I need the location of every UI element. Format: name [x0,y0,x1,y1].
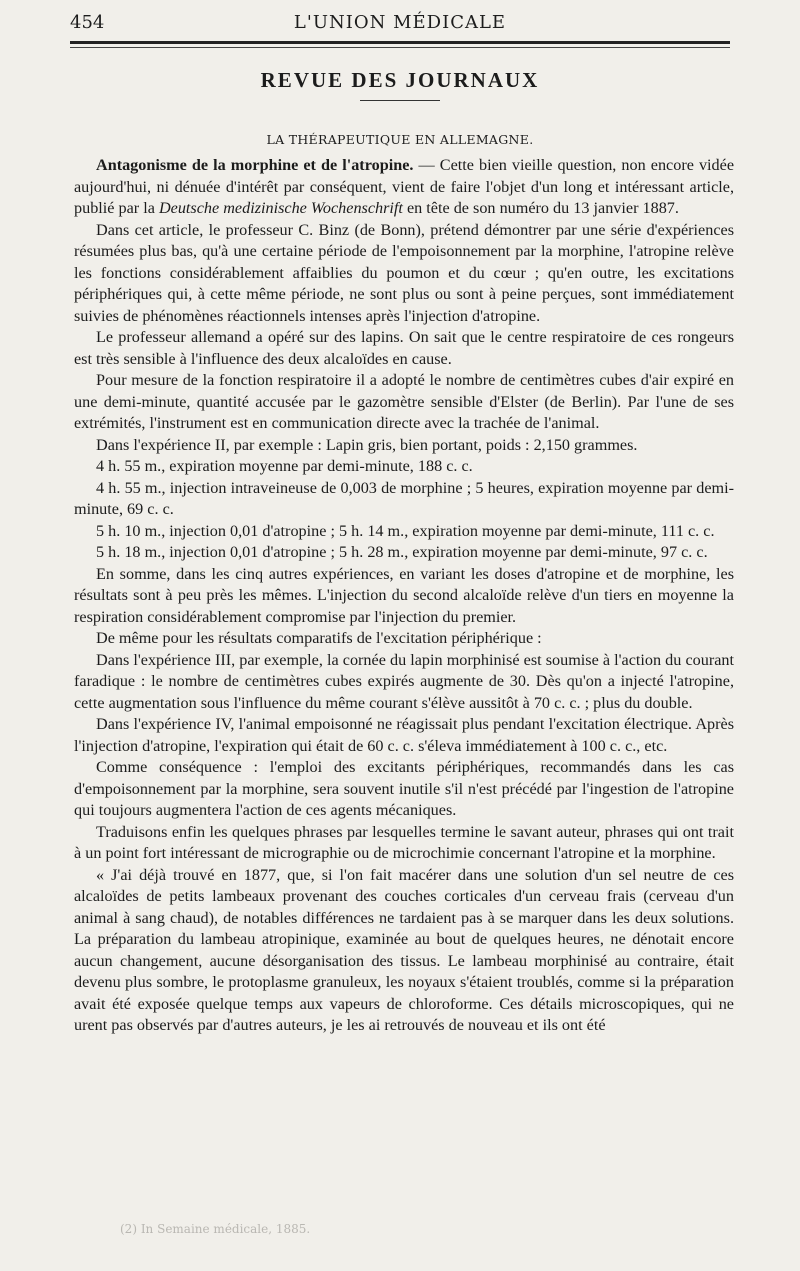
title-rule [360,100,440,101]
header-rule [70,41,730,44]
journal-name: Deutsche medizinische Wochenschrift [158,199,403,217]
paragraph: 5 h. 10 m., injection 0,01 d'atropine ; 5 h. 14 m., expiration moyenne par demi-minute, 111 c. c. [96,521,715,540]
lead-title: Antagonisme de la morphine et de l'atropine. [96,156,414,174]
subsection-title: LA THÉRAPEUTIQUE EN ALLEMAGNE. [266,132,534,147]
paragraph: 5 h. 18 m., injection 0,01 d'atropine ; 5 h. 28 m., expiration moyenne par demi-minute, 97 c. c. [96,543,708,561]
paragraph: Dans l'expérience II, par exemple : Lapin gris, bien portant, poids : 2,150 grammes. [96,435,638,454]
article-body [74,155,734,1037]
show-through-text: (2) In Semaine médicale, 1885. [120,1222,311,1236]
paragraph [74,155,734,220]
paragraph-text: en tête de son numéro du 13 janvier 1887. [402,199,679,217]
paragraph-text: Cette bien vieille question, non encore vidée aujourd'hui, ni dénuée d'intérêt par conséquent, vient de faire l'objet d'un long et intéressant article, publié par la [74,156,735,217]
page-number: 454 [70,12,105,33]
header-rule-thin [70,47,730,48]
paragraph: Dans cet article, le professeur C. Binz (de Bonn), prétend démontrer par une série d'expériences résumées plus bas, qu'à une certaine période de l'empoisonnement par la morphine, l'atropine relève les fonctions considérablement affaiblies du poumon et du cœur ; qu'en outre, les excitations périphériques qui, à cette même période, ne sont plus ou sont à peine perçues, sont immédiatement suivies de phénomènes réactionnels intenses après l'injection d'atropine. [74,220,734,325]
paragraph: De même pour les résultats comparatifs de l'excitation périphérique : [96,629,542,647]
paragraph: Dans l'expérience IV, l'animal empoisonné ne réagissait plus pendant l'excitation électrique. Après l'injection d'atropine, l'expiration qui était de 60 c. c. s'éleva immédiatement à 100 c. c., etc. [74,715,734,755]
paragraph: 4 h. 55 m., injection intraveineuse de 0,003 de morphine ; 5 heures, expiration moyenne par demi-minute, 69 c. c. [74,478,734,518]
paragraph: Le professeur allemand a opéré sur des lapins. On sait que le centre respiratoire de ces rongeurs est très sensible à l'influence des deux alcaloïdes en cause. [74,328,734,368]
paragraph: Dans l'expérience III, par exemple, la cornée du lapin morphinisé est soumise à l'action du courant faradique : le nombre de centimètres cubes expirés augmente de 30. Dès qu'on a injecté l'atropine, cette augmentation sous l'influence du même courant s'élève aussitôt à 70 c. c. ; plus du double. [74,650,734,712]
section-title: REVUE DES JOURNAUX [260,68,540,92]
page-header [70,10,730,40]
paragraph: « J'ai déjà trouvé en 1877, que, si l'on fait macérer dans une solution d'un sel neutre de ces alcaloïdes de petits lambeaux provenant des couches corticales d'un cerveau frais (cerveau d'un animal à sang chaud), de notables différences ne tardaient pas à se marquer dans les deux solutions. La préparation du lambeau atropinique, examinée au bout de quelques heures, ne dénotait encore aucun changement, aucune désorganisation des tissus. Le lambeau morphinisé au contraire, était devenu plus sombre, le protoplasme granuleux, les noyaux s'étaient troublés, comme si la préparation avait été exposée quelque temps aux vapeurs de chloroforme. Ces détails microscopiques, qui ne urent pas observés par d'autres auteurs, je les ai retrouvés de nouveau et ils ont été [74,865,734,1034]
paragraph: Pour mesure de la fonction respiratoire il a adopté le nombre de centimètres cubes d'air expiré en une demi-minute, quantité accusée par le gazomètre sensible d'Elster (de Berlin). Par l'une de ses extrémités, l'instrument est en communication directe avec la trachée de l'animal. [74,371,734,432]
running-head: L'UNION MÉDICALE [293,12,507,33]
paragraph: En somme, dans les cinq autres expériences, en variant les doses d'atropine et de morphine, les résultats sont à peu près les mêmes. L'injection du second alcaloïde relève d'un tiers en moyenne la respiration considérablement compromise par l'injection du premier. [74,564,734,626]
paragraph: 4 h. 55 m., expiration moyenne par demi-minute, 188 c. c. [96,457,473,475]
paragraph: Comme conséquence : l'emploi des excitants périphériques, recommandés dans les cas d'empoisonnement par la morphine, sera souvent inutile s'il n'est précédé par l'ingestion de l'atropine qui toujours augmentera l'action de ces agents mécaniques. [74,758,734,819]
paragraph: Traduisons enfin les quelques phrases par lesquelles termine le savant auteur, phrases qui ont trait à un point fort intéressant de micrographie ou de microchimie concernant l'atropine et la morphine. [74,822,734,862]
lead-dash: — [413,156,440,174]
